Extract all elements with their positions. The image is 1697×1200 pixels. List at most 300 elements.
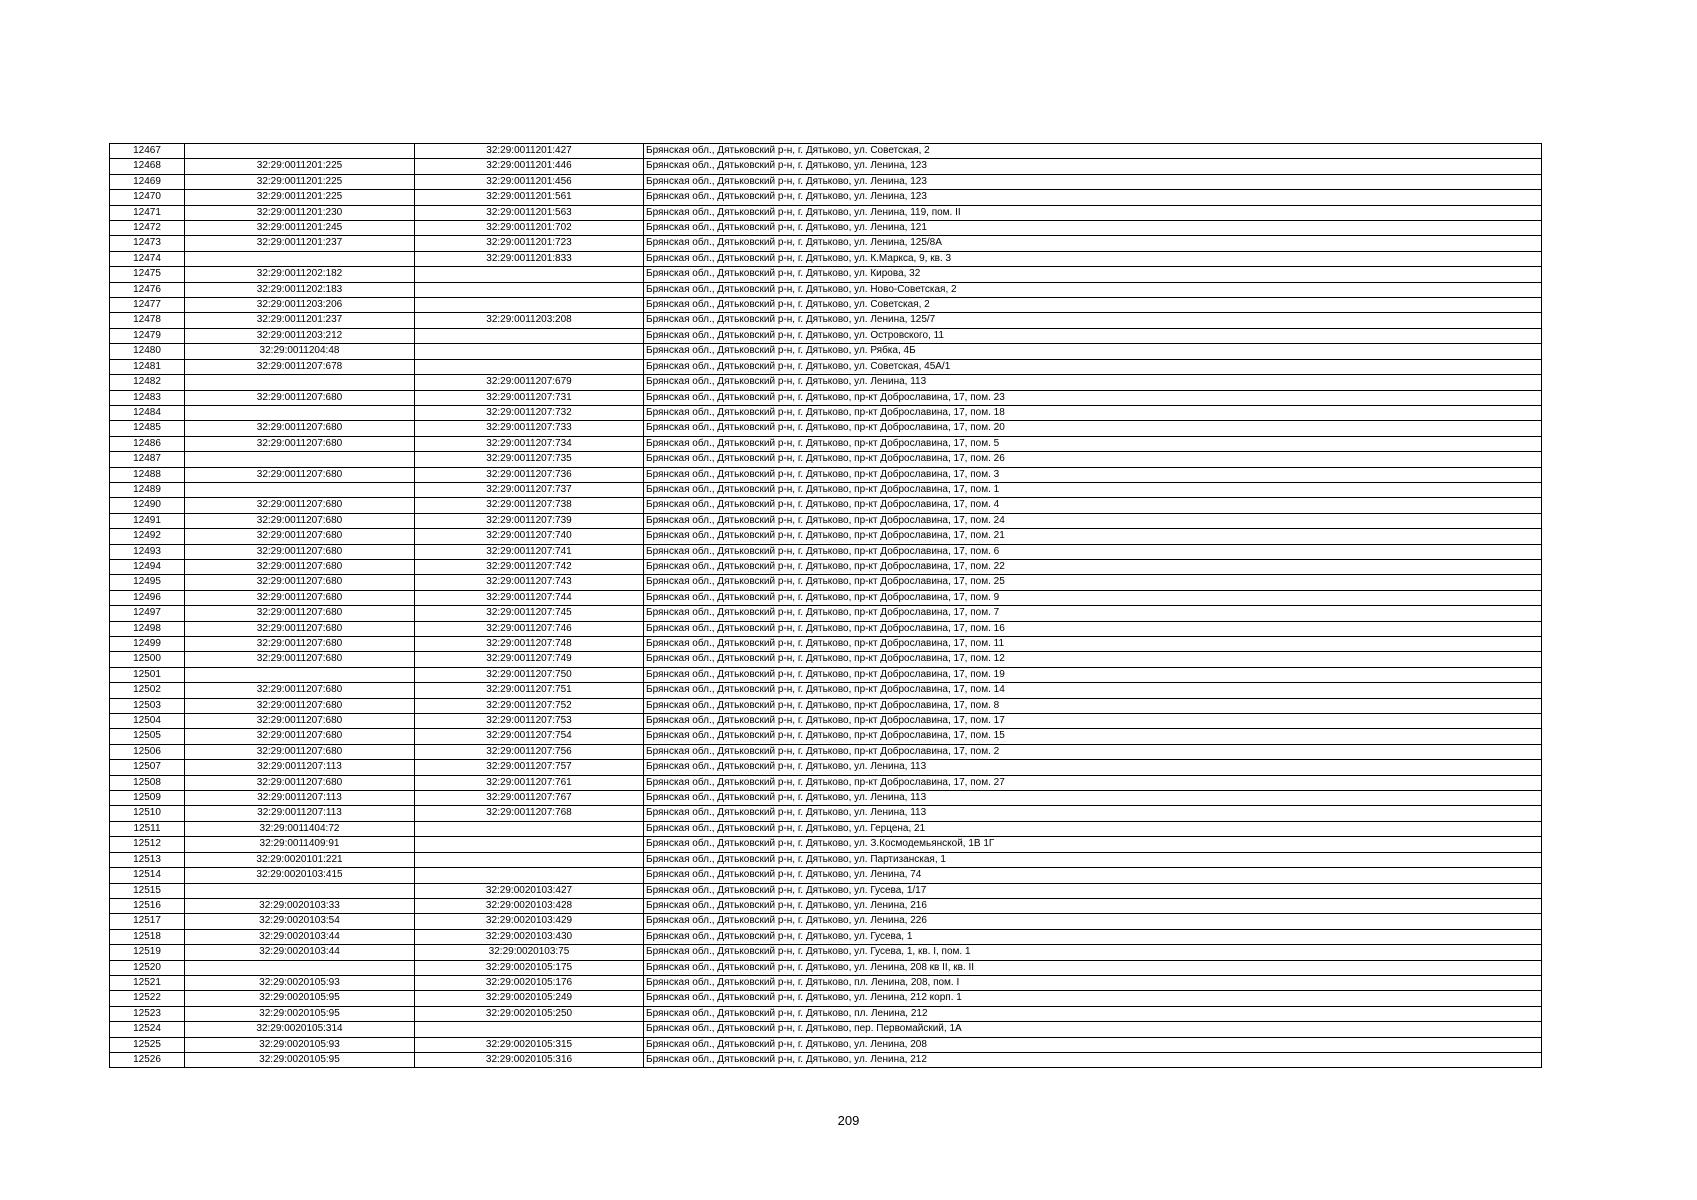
table-row — [110, 898, 1542, 913]
row-number-cell: 12521 — [110, 975, 185, 990]
row-number-cell: 12472 — [110, 221, 185, 236]
object-cadastral-number-cell: 32:29:0011207:738 — [415, 498, 644, 513]
object-cadastral-number-cell — [415, 852, 644, 867]
row-number-cell: 12518 — [110, 929, 185, 944]
land-cadastral-number-cell: 32:29:0011207:680 — [185, 390, 415, 405]
row-number-cell: 12502 — [110, 683, 185, 698]
table-row — [110, 144, 1542, 159]
address-cell: Брянская обл., Дятьковский р-н, г. Дятьково, ул. Ленина, 123 — [644, 174, 1542, 189]
land-cadastral-number-cell — [185, 960, 415, 975]
land-cadastral-number-cell: 32:29:0011207:680 — [185, 637, 415, 652]
table-row — [110, 267, 1542, 282]
land-cadastral-number-cell: 32:29:0020105:93 — [185, 1037, 415, 1052]
address-cell: Брянская обл., Дятьковский р-н, г. Дятьково, пл. Ленина, 212 — [644, 1006, 1542, 1021]
land-cadastral-number-cell: 32:29:0011207:680 — [185, 498, 415, 513]
table-row — [110, 590, 1542, 605]
object-cadastral-number-cell: 32:29:0011207:735 — [415, 452, 644, 467]
table-row — [110, 467, 1542, 482]
land-cadastral-number-cell — [185, 452, 415, 467]
object-cadastral-number-cell — [415, 359, 644, 374]
row-number-cell: 12493 — [110, 544, 185, 559]
land-cadastral-number-cell: 32:29:0011207:680 — [185, 467, 415, 482]
row-number-cell: 12496 — [110, 590, 185, 605]
address-cell: Брянская обл., Дятьковский р-н, г. Дятьково, ул. Ленина, 113 — [644, 791, 1542, 806]
table-row — [110, 559, 1542, 574]
land-cadastral-number-cell: 32:29:0011207:680 — [185, 621, 415, 636]
land-cadastral-number-cell: 32:29:0011201:245 — [185, 221, 415, 236]
table-row — [110, 159, 1542, 174]
table-row — [110, 482, 1542, 497]
object-cadastral-number-cell: 32:29:0020105:316 — [415, 1052, 644, 1067]
address-cell: Брянская обл., Дятьковский р-н, г. Дятьково, пр-кт Доброславина, 17, пом. 17 — [644, 714, 1542, 729]
address-cell: Брянская обл., Дятьковский р-н, г. Дятьково, пр-кт Доброславина, 17, пом. 2 — [644, 744, 1542, 759]
row-number-cell: 12519 — [110, 945, 185, 960]
land-cadastral-number-cell — [185, 482, 415, 497]
object-cadastral-number-cell: 32:29:0011207:750 — [415, 667, 644, 682]
row-number-cell: 12516 — [110, 898, 185, 913]
row-number-cell: 12468 — [110, 159, 185, 174]
registry-table-body — [110, 144, 1542, 1068]
row-number-cell: 12484 — [110, 405, 185, 420]
table-row — [110, 698, 1542, 713]
land-cadastral-number-cell — [185, 667, 415, 682]
land-cadastral-number-cell: 32:29:0011207:680 — [185, 421, 415, 436]
object-cadastral-number-cell: 32:29:0011207:768 — [415, 806, 644, 821]
table-row — [110, 313, 1542, 328]
address-cell: Брянская обл., Дятьковский р-н, г. Дятьково, пр-кт Доброславина, 17, пом. 5 — [644, 436, 1542, 451]
table-row — [110, 606, 1542, 621]
address-cell: Брянская обл., Дятьковский р-н, г. Дятьково, ул. Ленина, 208 кв II, кв. II — [644, 960, 1542, 975]
row-number-cell: 12491 — [110, 513, 185, 528]
table-row — [110, 498, 1542, 513]
object-cadastral-number-cell — [415, 267, 644, 282]
table-row — [110, 667, 1542, 682]
table-row — [110, 359, 1542, 374]
address-cell: Брянская обл., Дятьковский р-н, г. Дятьково, пр-кт Доброславина, 17, пом. 7 — [644, 606, 1542, 621]
land-cadastral-number-cell: 32:29:0011207:680 — [185, 698, 415, 713]
address-cell: Брянская обл., Дятьковский р-н, г. Дятьково, ул. З.Космодемьянской, 1В 1Г — [644, 837, 1542, 852]
address-cell: Брянская обл., Дятьковский р-н, г. Дятьково, пр-кт Доброславина, 17, пом. 21 — [644, 529, 1542, 544]
row-number-cell: 12503 — [110, 698, 185, 713]
table-row — [110, 683, 1542, 698]
row-number-cell: 12475 — [110, 267, 185, 282]
table-row — [110, 298, 1542, 313]
object-cadastral-number-cell: 32:29:0020103:429 — [415, 914, 644, 929]
row-number-cell: 12524 — [110, 1022, 185, 1037]
table-row — [110, 1052, 1542, 1067]
land-cadastral-number-cell: 32:29:0011207:678 — [185, 359, 415, 374]
land-cadastral-number-cell: 32:29:0011201:237 — [185, 313, 415, 328]
land-cadastral-number-cell: 32:29:0011203:212 — [185, 328, 415, 343]
land-cadastral-number-cell: 32:29:0020105:95 — [185, 1052, 415, 1067]
land-cadastral-number-cell: 32:29:0011207:680 — [185, 436, 415, 451]
row-number-cell: 12489 — [110, 482, 185, 497]
land-cadastral-number-cell: 32:29:0011207:680 — [185, 714, 415, 729]
row-number-cell: 12478 — [110, 313, 185, 328]
object-cadastral-number-cell: 32:29:0011201:833 — [415, 251, 644, 266]
object-cadastral-number-cell: 32:29:0011207:732 — [415, 405, 644, 420]
row-number-cell: 12470 — [110, 190, 185, 205]
row-number-cell: 12515 — [110, 883, 185, 898]
land-cadastral-number-cell: 32:29:0020105:314 — [185, 1022, 415, 1037]
object-cadastral-number-cell — [415, 821, 644, 836]
land-cadastral-number-cell: 32:29:0011202:183 — [185, 282, 415, 297]
row-number-cell: 12504 — [110, 714, 185, 729]
object-cadastral-number-cell: 32:29:0011207:743 — [415, 575, 644, 590]
row-number-cell: 12471 — [110, 205, 185, 220]
row-number-cell: 12513 — [110, 852, 185, 867]
table-row — [110, 837, 1542, 852]
address-cell: Брянская обл., Дятьковский р-н, г. Дятьково, пр-кт Доброславина, 17, пом. 24 — [644, 513, 1542, 528]
row-number-cell: 12486 — [110, 436, 185, 451]
address-cell: Брянская обл., Дятьковский р-н, г. Дятьково, ул. Гусева, 1, кв. I, пом. 1 — [644, 945, 1542, 960]
object-cadastral-number-cell: 32:29:0011207:737 — [415, 482, 644, 497]
address-cell: Брянская обл., Дятьковский р-н, г. Дятьково, пр-кт Доброславина, 17, пом. 3 — [644, 467, 1542, 482]
table-row — [110, 945, 1542, 960]
object-cadastral-number-cell — [415, 868, 644, 883]
object-cadastral-number-cell: 32:29:0020105:176 — [415, 975, 644, 990]
row-number-cell: 12522 — [110, 991, 185, 1006]
object-cadastral-number-cell: 32:29:0020105:250 — [415, 1006, 644, 1021]
row-number-cell: 12477 — [110, 298, 185, 313]
table-row — [110, 529, 1542, 544]
address-cell: Брянская обл., Дятьковский р-н, г. Дятьково, пл. Ленина, 208, пом. I — [644, 975, 1542, 990]
row-number-cell: 12497 — [110, 606, 185, 621]
land-cadastral-number-cell: 32:29:0020105:95 — [185, 991, 415, 1006]
object-cadastral-number-cell: 32:29:0020105:249 — [415, 991, 644, 1006]
row-number-cell: 12474 — [110, 251, 185, 266]
table-row — [110, 436, 1542, 451]
address-cell: Брянская обл., Дятьковский р-н, г. Дятьково, ул. Ленина, 216 — [644, 898, 1542, 913]
table-row — [110, 328, 1542, 343]
address-cell: Брянская обл., Дятьковский р-н, г. Дятьково, ул. Кирова, 32 — [644, 267, 1542, 282]
address-cell: Брянская обл., Дятьковский р-н, г. Дятьково, ул. Ленина, 123 — [644, 159, 1542, 174]
address-cell: Брянская обл., Дятьковский р-н, г. Дятьково, пр-кт Доброславина, 17, пом. 26 — [644, 452, 1542, 467]
land-cadastral-number-cell: 32:29:0011202:182 — [185, 267, 415, 282]
object-cadastral-number-cell: 32:29:0011207:761 — [415, 775, 644, 790]
table-row — [110, 652, 1542, 667]
object-cadastral-number-cell — [415, 1022, 644, 1037]
table-row — [110, 221, 1542, 236]
object-cadastral-number-cell: 32:29:0011201:456 — [415, 174, 644, 189]
address-cell: Брянская обл., Дятьковский р-н, г. Дятьково, ул. Ленина, 113 — [644, 806, 1542, 821]
object-cadastral-number-cell — [415, 282, 644, 297]
row-number-cell: 12517 — [110, 914, 185, 929]
address-cell: Брянская обл., Дятьковский р-н, г. Дятьково, пр-кт Доброславина, 17, пом. 27 — [644, 775, 1542, 790]
address-cell: Брянская обл., Дятьковский р-н, г. Дятьково, ул. Ленина, 208 — [644, 1037, 1542, 1052]
address-cell: Брянская обл., Дятьковский р-н, г. Дятьково, ул. Ленина, 123 — [644, 190, 1542, 205]
address-cell: Брянская обл., Дятьковский р-н, г. Дятьково, ул. Ленина, 212 корп. 1 — [644, 991, 1542, 1006]
row-number-cell: 12501 — [110, 667, 185, 682]
land-cadastral-number-cell: 32:29:0011201:225 — [185, 190, 415, 205]
land-cadastral-number-cell: 32:29:0020103:44 — [185, 945, 415, 960]
table-row — [110, 421, 1542, 436]
row-number-cell: 12480 — [110, 344, 185, 359]
address-cell: Брянская обл., Дятьковский р-н, г. Дятьково, пр-кт Доброславина, 17, пом. 6 — [644, 544, 1542, 559]
address-cell: Брянская обл., Дятьковский р-н, г. Дятьково, пр-кт Доброславина, 17, пом. 15 — [644, 729, 1542, 744]
land-cadastral-number-cell — [185, 883, 415, 898]
row-number-cell: 12479 — [110, 328, 185, 343]
table-row — [110, 190, 1542, 205]
object-cadastral-number-cell: 32:29:0011207:756 — [415, 744, 644, 759]
object-cadastral-number-cell: 32:29:0011207:757 — [415, 760, 644, 775]
row-number-cell: 12512 — [110, 837, 185, 852]
land-cadastral-number-cell: 32:29:0011207:680 — [185, 606, 415, 621]
land-cadastral-number-cell: 32:29:0011207:680 — [185, 652, 415, 667]
address-cell: Брянская обл., Дятьковский р-н, г. Дятьково, ул. Герцена, 21 — [644, 821, 1542, 836]
address-cell: Брянская обл., Дятьковский р-н, г. Дятьково, ул. Рябка, 4Б — [644, 344, 1542, 359]
address-cell: Брянская обл., Дятьковский р-н, г. Дятьково, ул. Ленина, 226 — [644, 914, 1542, 929]
table-row — [110, 344, 1542, 359]
row-number-cell: 12498 — [110, 621, 185, 636]
address-cell: Брянская обл., Дятьковский р-н, г. Дятьково, ул. Ленина, 125/7 — [644, 313, 1542, 328]
row-number-cell: 12483 — [110, 390, 185, 405]
table-row — [110, 760, 1542, 775]
object-cadastral-number-cell: 32:29:0011207:736 — [415, 467, 644, 482]
object-cadastral-number-cell: 32:29:0011207:742 — [415, 559, 644, 574]
address-cell: Брянская обл., Дятьковский р-н, г. Дятьково, пр-кт Доброславина, 17, пом. 19 — [644, 667, 1542, 682]
row-number-cell: 12500 — [110, 652, 185, 667]
object-cadastral-number-cell: 32:29:0011201:702 — [415, 221, 644, 236]
object-cadastral-number-cell: 32:29:0020103:75 — [415, 945, 644, 960]
row-number-cell: 12495 — [110, 575, 185, 590]
row-number-cell: 12494 — [110, 559, 185, 574]
table-row — [110, 1006, 1542, 1021]
object-cadastral-number-cell: 32:29:0011207:752 — [415, 698, 644, 713]
row-number-cell: 12526 — [110, 1052, 185, 1067]
address-cell: Брянская обл., Дятьковский р-н, г. Дятьково, ул. Ленина, 74 — [644, 868, 1542, 883]
land-cadastral-number-cell: 32:29:0011201:230 — [185, 205, 415, 220]
address-cell: Брянская обл., Дятьковский р-н, г. Дятьково, ул. Ленина, 125/8А — [644, 236, 1542, 251]
object-cadastral-number-cell — [415, 344, 644, 359]
address-cell: Брянская обл., Дятьковский р-н, г. Дятьково, ул. Гусева, 1 — [644, 929, 1542, 944]
address-cell: Брянская обл., Дятьковский р-н, г. Дятьково, пр-кт Доброславина, 17, пом. 8 — [644, 698, 1542, 713]
land-cadastral-number-cell: 32:29:0011207:113 — [185, 806, 415, 821]
table-row — [110, 390, 1542, 405]
table-row — [110, 991, 1542, 1006]
table-row — [110, 1037, 1542, 1052]
land-cadastral-number-cell — [185, 375, 415, 390]
land-cadastral-number-cell: 32:29:0011204:48 — [185, 344, 415, 359]
row-number-cell: 12467 — [110, 144, 185, 159]
land-cadastral-number-cell: 32:29:0020105:93 — [185, 975, 415, 990]
address-cell: Брянская обл., Дятьковский р-н, г. Дятьково, ул. Островского, 11 — [644, 328, 1542, 343]
object-cadastral-number-cell: 32:29:0020105:315 — [415, 1037, 644, 1052]
row-number-cell: 12514 — [110, 868, 185, 883]
land-cadastral-number-cell: 32:29:0020105:95 — [185, 1006, 415, 1021]
row-number-cell: 12487 — [110, 452, 185, 467]
row-number-cell: 12510 — [110, 806, 185, 821]
address-cell: Брянская обл., Дятьковский р-н, г. Дятьково, пр-кт Доброславина, 17, пом. 16 — [644, 621, 1542, 636]
table-row — [110, 791, 1542, 806]
address-cell: Брянская обл., Дятьковский р-н, г. Дятьково, пр-кт Доброславина, 17, пом. 23 — [644, 390, 1542, 405]
object-cadastral-number-cell: 32:29:0011207:767 — [415, 791, 644, 806]
table-row — [110, 405, 1542, 420]
address-cell: Брянская обл., Дятьковский р-н, г. Дятьково, пр-кт Доброславина, 17, пом. 25 — [644, 575, 1542, 590]
table-row — [110, 729, 1542, 744]
table-row — [110, 513, 1542, 528]
row-number-cell: 12469 — [110, 174, 185, 189]
table-row — [110, 544, 1542, 559]
land-cadastral-number-cell: 32:29:0011201:225 — [185, 174, 415, 189]
object-cadastral-number-cell: 32:29:0011201:561 — [415, 190, 644, 205]
object-cadastral-number-cell: 32:29:0011207:734 — [415, 436, 644, 451]
address-cell: Брянская обл., Дятьковский р-н, г. Дятьково, пр-кт Доброславина, 17, пом. 12 — [644, 652, 1542, 667]
table-row — [110, 883, 1542, 898]
object-cadastral-number-cell: 32:29:0011201:446 — [415, 159, 644, 174]
table-row — [110, 452, 1542, 467]
address-cell: Брянская обл., Дятьковский р-н, г. Дятьково, пр-кт Доброславина, 17, пом. 18 — [644, 405, 1542, 420]
row-number-cell: 12506 — [110, 744, 185, 759]
object-cadastral-number-cell: 32:29:0011207:751 — [415, 683, 644, 698]
land-cadastral-number-cell: 32:29:0020103:44 — [185, 929, 415, 944]
table-row — [110, 775, 1542, 790]
table-row — [110, 960, 1542, 975]
object-cadastral-number-cell: 32:29:0011207:746 — [415, 621, 644, 636]
address-cell: Брянская обл., Дятьковский р-н, г. Дятьково, ул. К.Маркса, 9, кв. 3 — [644, 251, 1542, 266]
object-cadastral-number-cell: 32:29:0011207:739 — [415, 513, 644, 528]
table-row — [110, 637, 1542, 652]
table-row — [110, 174, 1542, 189]
land-cadastral-number-cell: 32:29:0011207:680 — [185, 590, 415, 605]
object-cadastral-number-cell: 32:29:0011207:740 — [415, 529, 644, 544]
row-number-cell: 12507 — [110, 760, 185, 775]
land-cadastral-number-cell — [185, 405, 415, 420]
address-cell: Брянская обл., Дятьковский р-н, г. Дятьково, ул. Ленина, 121 — [644, 221, 1542, 236]
table-row — [110, 251, 1542, 266]
table-row — [110, 282, 1542, 297]
row-number-cell: 12525 — [110, 1037, 185, 1052]
land-cadastral-number-cell: 32:29:0011207:680 — [185, 544, 415, 559]
table-row — [110, 714, 1542, 729]
table-row — [110, 236, 1542, 251]
address-cell: Брянская обл., Дятьковский р-н, г. Дятьково, пр-кт Доброславина, 17, пом. 20 — [644, 421, 1542, 436]
row-number-cell: 12482 — [110, 375, 185, 390]
row-number-cell: 12485 — [110, 421, 185, 436]
row-number-cell: 12473 — [110, 236, 185, 251]
land-cadastral-number-cell: 32:29:0020101:221 — [185, 852, 415, 867]
table-row — [110, 929, 1542, 944]
object-cadastral-number-cell: 32:29:0011201:427 — [415, 144, 644, 159]
table-row — [110, 205, 1542, 220]
object-cadastral-number-cell: 32:29:0011207:731 — [415, 390, 644, 405]
table-row — [110, 1022, 1542, 1037]
address-cell: Брянская обл., Дятьковский р-н, г. Дятьково, пр-кт Доброславина, 17, пом. 11 — [644, 637, 1542, 652]
land-cadastral-number-cell: 32:29:0011207:680 — [185, 744, 415, 759]
row-number-cell: 12481 — [110, 359, 185, 374]
address-cell: Брянская обл., Дятьковский р-н, г. Дятьково, ул. Ленина, 119, пом. II — [644, 205, 1542, 220]
land-cadastral-number-cell: 32:29:0011207:113 — [185, 760, 415, 775]
row-number-cell: 12523 — [110, 1006, 185, 1021]
object-cadastral-number-cell: 32:29:0020103:430 — [415, 929, 644, 944]
land-cadastral-number-cell: 32:29:0011207:680 — [185, 559, 415, 574]
land-cadastral-number-cell: 32:29:0011201:225 — [185, 159, 415, 174]
table-row — [110, 868, 1542, 883]
land-cadastral-number-cell: 32:29:0011207:680 — [185, 575, 415, 590]
land-cadastral-number-cell: 32:29:0011207:680 — [185, 529, 415, 544]
row-number-cell: 12508 — [110, 775, 185, 790]
object-cadastral-number-cell: 32:29:0011201:563 — [415, 205, 644, 220]
address-cell: Брянская обл., Дятьковский р-н, г. Дятьково, ул. Ново-Советская, 2 — [644, 282, 1542, 297]
object-cadastral-number-cell: 32:29:0011207:733 — [415, 421, 644, 436]
address-cell: Брянская обл., Дятьковский р-н, г. Дятьково, ул. Советская, 2 — [644, 298, 1542, 313]
object-cadastral-number-cell: 32:29:0011207:753 — [415, 714, 644, 729]
row-number-cell: 12476 — [110, 282, 185, 297]
land-cadastral-number-cell: 32:29:0011207:680 — [185, 775, 415, 790]
object-cadastral-number-cell: 32:29:0011201:723 — [415, 236, 644, 251]
address-cell: Брянская обл., Дятьковский р-н, г. Дятьково, ул. Ленина, 113 — [644, 375, 1542, 390]
table-row — [110, 914, 1542, 929]
land-cadastral-number-cell: 32:29:0020103:415 — [185, 868, 415, 883]
address-cell: Брянская обл., Дятьковский р-н, г. Дятьково, пр-кт Доброславина, 17, пом. 14 — [644, 683, 1542, 698]
object-cadastral-number-cell: 32:29:0011207:744 — [415, 590, 644, 605]
table-row — [110, 744, 1542, 759]
object-cadastral-number-cell: 32:29:0020103:427 — [415, 883, 644, 898]
object-cadastral-number-cell: 32:29:0011207:741 — [415, 544, 644, 559]
object-cadastral-number-cell: 32:29:0020103:428 — [415, 898, 644, 913]
address-cell: Брянская обл., Дятьковский р-н, г. Дятьково, ул. Гусева, 1/17 — [644, 883, 1542, 898]
row-number-cell: 12499 — [110, 637, 185, 652]
address-cell: Брянская обл., Дятьковский р-н, г. Дятьково, ул. Ленина, 113 — [644, 760, 1542, 775]
object-cadastral-number-cell — [415, 298, 644, 313]
land-cadastral-number-cell: 32:29:0020103:33 — [185, 898, 415, 913]
address-cell: Брянская обл., Дятьковский р-н, г. Дятьково, ул. Ленина, 212 — [644, 1052, 1542, 1067]
address-cell: Брянская обл., Дятьковский р-н, г. Дятьково, пр-кт Доброславина, 17, пом. 1 — [644, 482, 1542, 497]
address-cell: Брянская обл., Дятьковский р-н, г. Дятьково, пр-кт Доброславина, 17, пом. 4 — [644, 498, 1542, 513]
registry-table — [109, 143, 1542, 1068]
object-cadastral-number-cell: 32:29:0011207:679 — [415, 375, 644, 390]
address-cell: Брянская обл., Дятьковский р-н, г. Дятьково, ул. Советская, 45А/1 — [644, 359, 1542, 374]
land-cadastral-number-cell — [185, 251, 415, 266]
land-cadastral-number-cell: 32:29:0011207:113 — [185, 791, 415, 806]
row-number-cell: 12490 — [110, 498, 185, 513]
address-cell: Брянская обл., Дятьковский р-н, г. Дятьково, ул. Партизанская, 1 — [644, 852, 1542, 867]
table-row — [110, 375, 1542, 390]
land-cadastral-number-cell: 32:29:0011404:72 — [185, 821, 415, 836]
address-cell: Брянская обл., Дятьковский р-н, г. Дятьково, пр-кт Доброславина, 17, пом. 22 — [644, 559, 1542, 574]
land-cadastral-number-cell — [185, 144, 415, 159]
land-cadastral-number-cell: 32:29:0011207:680 — [185, 513, 415, 528]
object-cadastral-number-cell: 32:29:0011207:749 — [415, 652, 644, 667]
table-row — [110, 821, 1542, 836]
table-row — [110, 975, 1542, 990]
row-number-cell: 12488 — [110, 467, 185, 482]
object-cadastral-number-cell: 32:29:0011207:748 — [415, 637, 644, 652]
object-cadastral-number-cell: 32:29:0011207:754 — [415, 729, 644, 744]
land-cadastral-number-cell: 32:29:0011201:237 — [185, 236, 415, 251]
table-row — [110, 806, 1542, 821]
object-cadastral-number-cell — [415, 328, 644, 343]
land-cadastral-number-cell: 32:29:0011207:680 — [185, 729, 415, 744]
object-cadastral-number-cell: 32:29:0011207:745 — [415, 606, 644, 621]
address-cell: Брянская обл., Дятьковский р-н, г. Дятьково, пер. Первомайский, 1А — [644, 1022, 1542, 1037]
address-cell: Брянская обл., Дятьковский р-н, г. Дятьково, пр-кт Доброславина, 17, пом. 9 — [644, 590, 1542, 605]
address-cell: Брянская обл., Дятьковский р-н, г. Дятьково, ул. Советская, 2 — [644, 144, 1542, 159]
row-number-cell: 12492 — [110, 529, 185, 544]
land-cadastral-number-cell: 32:29:0011409:91 — [185, 837, 415, 852]
row-number-cell: 12511 — [110, 821, 185, 836]
row-number-cell: 12509 — [110, 791, 185, 806]
table-row — [110, 575, 1542, 590]
row-number-cell: 12520 — [110, 960, 185, 975]
object-cadastral-number-cell: 32:29:0011203:208 — [415, 313, 644, 328]
object-cadastral-number-cell: 32:29:0020105:175 — [415, 960, 644, 975]
table-row — [110, 852, 1542, 867]
land-cadastral-number-cell: 32:29:0011207:680 — [185, 683, 415, 698]
land-cadastral-number-cell: 32:29:0011203:206 — [185, 298, 415, 313]
page-number: 209 — [837, 1113, 860, 1128]
object-cadastral-number-cell — [415, 837, 644, 852]
